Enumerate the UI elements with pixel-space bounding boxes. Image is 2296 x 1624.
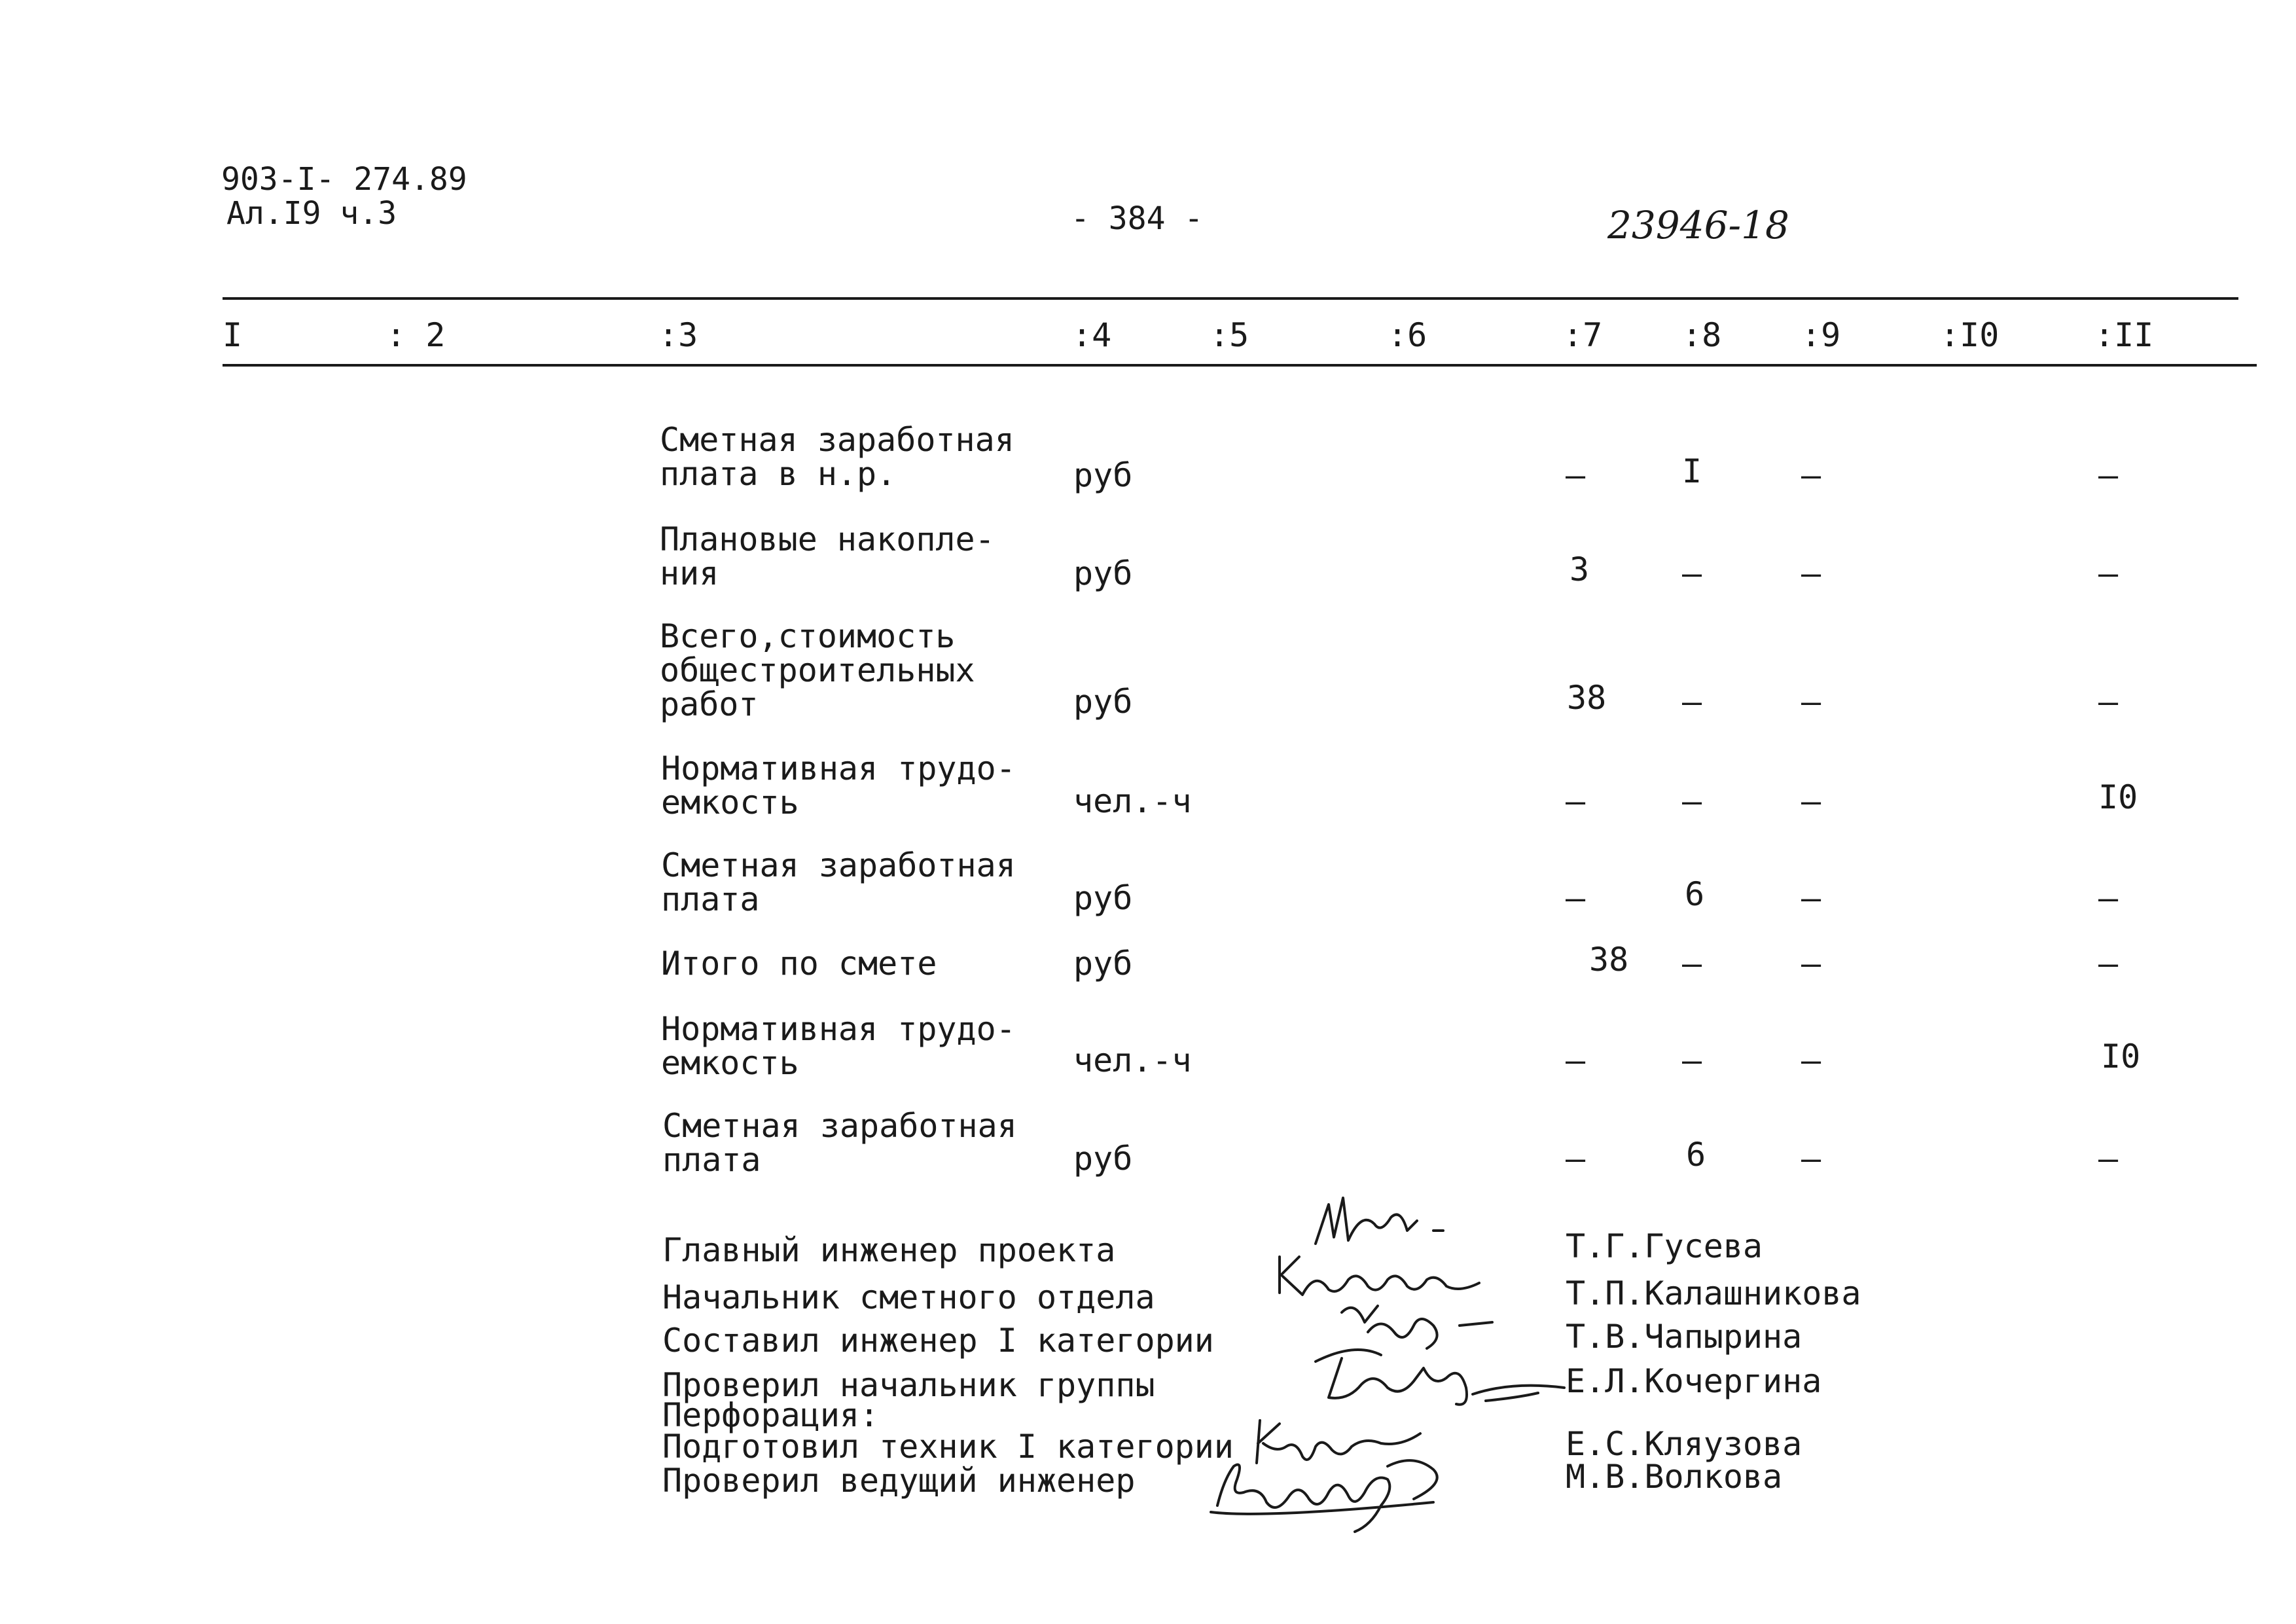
signature-role: Проверил ведущий инженер [662, 1462, 1136, 1500]
signature-role: Составил инженер I категории [662, 1322, 1214, 1360]
row-col11: – [2098, 945, 2119, 983]
row-col8: I [1682, 452, 1702, 490]
column-header-11: :II [2094, 316, 2154, 354]
column-header-8: :8 [1682, 316, 1722, 354]
row-col7: 3 [1570, 550, 1590, 588]
inventory-number: 23946-18 [1607, 203, 1789, 247]
row-label: Нормативная трудо- емкость [661, 1010, 1016, 1082]
signature-name: М.В.Волкова [1566, 1458, 1783, 1496]
column-header-9: :9 [1801, 316, 1841, 354]
header-top-rule [223, 297, 2238, 300]
signature-name: Е.Л.Кочергина [1566, 1362, 1822, 1400]
column-header-6: :6 [1388, 316, 1427, 354]
row-col9: – [1801, 1140, 1821, 1178]
signature-role: Проверил начальник группы [662, 1366, 1155, 1404]
document-code: 903-I- 274.89 [221, 161, 467, 198]
signature-role: Подготовил техник I категории [662, 1428, 1234, 1466]
row-label: Сметная заработная плата [661, 846, 1016, 918]
row-col9: – [1801, 1041, 1821, 1079]
row-unit: руб [1073, 879, 1133, 917]
row-col9: – [1801, 879, 1821, 917]
row-label: Всего,стоимость общестроительных работ [660, 617, 975, 723]
column-header-7: :7 [1563, 316, 1603, 354]
handwritten-signature [1198, 1440, 1473, 1538]
row-col9: – [1801, 945, 1821, 983]
row-col8: – [1682, 554, 1702, 592]
row-unit: руб [1073, 554, 1133, 592]
row-label: Сметная заработная плата [662, 1107, 1017, 1179]
row-col9: – [1801, 554, 1821, 592]
row-unit: руб [1073, 1140, 1133, 1178]
row-col11: – [2098, 683, 2119, 721]
signature-role: Главный инженер проекта [662, 1231, 1116, 1269]
signature-role: Перфорация: [662, 1396, 880, 1434]
row-col8: 6 [1685, 875, 1705, 913]
row-col7: – [1566, 1140, 1586, 1178]
row-col11: I0 [2101, 1038, 2141, 1075]
signature-name: Е.С.Кляузова [1566, 1425, 1803, 1463]
column-header-1: I [223, 316, 243, 354]
column-header-5: :5 [1210, 316, 1249, 354]
column-header-3: :3 [658, 316, 698, 354]
row-col11: I0 [2098, 778, 2138, 816]
signature-name: Т.П.Калашникова [1566, 1274, 1861, 1312]
row-col8: – [1682, 1041, 1702, 1079]
row-unit: чел.-ч [1073, 782, 1192, 820]
row-col9: – [1801, 683, 1821, 721]
signature-role: Начальник сметного отдела [662, 1278, 1155, 1316]
row-col11: – [2098, 456, 2119, 494]
row-col11: – [2098, 554, 2119, 592]
row-unit: руб [1073, 456, 1133, 494]
row-col8: 6 [1686, 1136, 1706, 1174]
signature-name: Т.Г.Гусева [1566, 1227, 1763, 1265]
row-col7: 38 [1567, 679, 1607, 717]
row-col9: – [1801, 782, 1821, 820]
row-label: Плановые накопле- ния [660, 520, 995, 592]
row-col11: – [2098, 1140, 2119, 1178]
row-col9: – [1801, 456, 1821, 494]
handwritten-signature [1302, 1335, 1577, 1414]
row-unit: чел.-ч [1073, 1041, 1192, 1079]
row-col7: – [1566, 782, 1586, 820]
row-label: Итого по смете [661, 945, 937, 983]
row-label: Нормативная трудо- емкость [661, 749, 1016, 821]
row-label: Сметная заработная плата в н.р. [660, 421, 1014, 493]
column-header-2: : 2 [386, 316, 446, 354]
signature-name: Т.В.Чапырина [1566, 1318, 1803, 1356]
row-unit: руб [1073, 945, 1133, 983]
row-col8: – [1682, 782, 1702, 820]
column-header-4: :4 [1072, 316, 1112, 354]
page-number: - 384 - [1071, 200, 1204, 237]
row-col11: – [2098, 879, 2119, 917]
album-reference: Ал.I9 ч.3 [226, 195, 397, 232]
row-col7: – [1566, 456, 1586, 494]
row-col7: 38 [1589, 941, 1629, 979]
row-col8: – [1682, 683, 1702, 721]
row-col7: – [1566, 879, 1586, 917]
row-unit: руб [1073, 683, 1133, 721]
row-col8: – [1682, 945, 1702, 983]
row-col7: – [1566, 1041, 1586, 1079]
column-header-10: :I0 [1940, 316, 2000, 354]
header-bottom-rule [223, 364, 2257, 367]
